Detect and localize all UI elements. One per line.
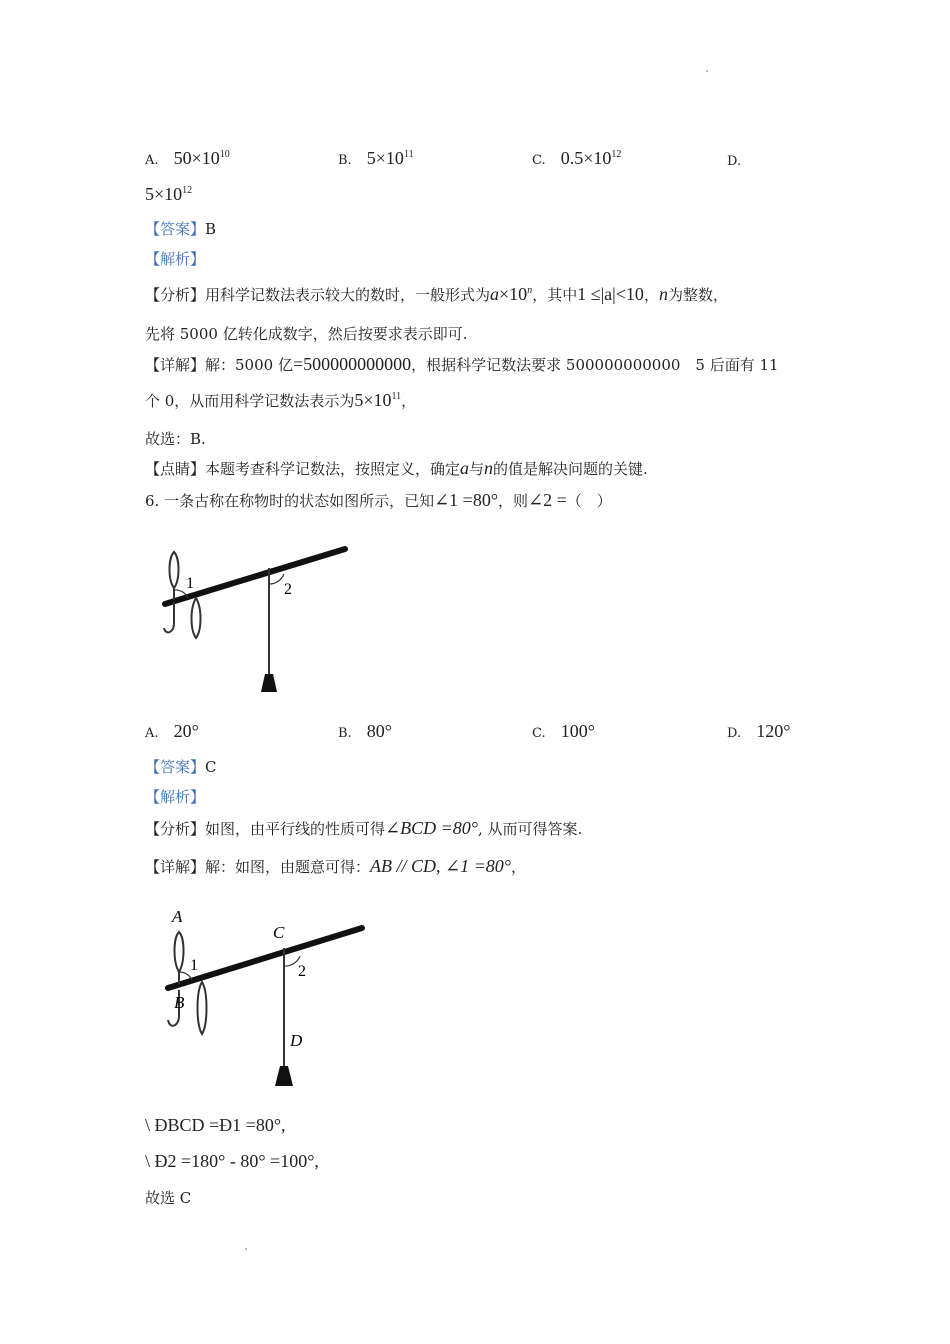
stem-angle: ∠1 =80°	[434, 490, 499, 510]
var-a: a	[490, 284, 500, 304]
range-expr: 1 ≤|a|<10	[577, 284, 644, 304]
option-value: 80°	[366, 721, 392, 741]
steelyard-figure-1	[150, 540, 360, 700]
q6-fenxi	[145, 818, 582, 839]
angle2-arc	[269, 574, 284, 584]
detail-text: 个 0，从而用科学记数法表示为	[145, 392, 355, 410]
times-ten: ×10	[499, 284, 528, 304]
point-b-label: B	[174, 993, 185, 1012]
mantissa: 50	[173, 148, 192, 168]
q5-option-d-value	[145, 184, 192, 205]
q5-option-c	[532, 148, 621, 169]
option-label: B.	[338, 153, 352, 168]
option-value: 100°	[560, 721, 595, 741]
page-mark-bottom	[245, 1248, 247, 1250]
weight-icon	[261, 674, 277, 692]
point-c-label: C	[273, 923, 285, 942]
review-text: 的值是解决问题的关键.	[493, 460, 648, 478]
fenxi-text: 为整数，	[667, 286, 728, 304]
option-label: C.	[532, 726, 546, 741]
q6-option-d	[727, 721, 790, 742]
q5-answer	[145, 218, 216, 239]
answer-tag: 【答案】	[145, 220, 206, 238]
detail-text: ，	[401, 392, 417, 410]
detail-result: 5×10	[354, 390, 392, 410]
exponent: 12	[611, 149, 622, 160]
detail-text: 解：如图，由题意可得：	[205, 858, 371, 876]
detail-tag: 【详解】	[145, 356, 206, 374]
detail-number: =500000000000	[292, 354, 412, 374]
option-label: D.	[727, 154, 742, 169]
times-ten: ×10	[375, 148, 404, 168]
detail-text: ，	[510, 858, 526, 876]
exponent: 11	[403, 149, 414, 160]
mantissa: 5	[366, 148, 376, 168]
q6-option-b	[338, 721, 392, 742]
answer-tag: 【答案】	[145, 758, 206, 776]
fenxi-text: , 从而可得答案.	[477, 820, 583, 838]
option-label: D.	[727, 726, 742, 741]
fenxi-tag: 【分析】	[145, 286, 206, 304]
q6-answer	[145, 756, 217, 777]
point-d-label: D	[290, 1031, 303, 1050]
q5-fenxi-line1	[145, 284, 728, 305]
fenxi-text: ，	[643, 286, 659, 304]
q5-choose: 故选：B.	[145, 430, 206, 448]
review-text: 与	[469, 460, 485, 478]
answer-value: C	[205, 758, 217, 776]
weight-icon	[275, 1066, 293, 1086]
q6-step-2: \ Ð2 =180° - 80° =100°,	[145, 1151, 319, 1171]
angle1-label: 1	[186, 575, 194, 592]
mantissa: 5	[145, 184, 154, 204]
var-n: n	[658, 284, 668, 304]
q5-detail-line1	[145, 354, 779, 375]
times-ten: ×10	[191, 148, 220, 168]
angle1-label: 1	[190, 957, 198, 974]
fenxi-tag: 【分析】	[145, 820, 206, 838]
detail-text: 解：5000 亿	[205, 356, 293, 374]
q5-option-d	[727, 150, 741, 169]
stem-text: （ ）	[566, 492, 612, 510]
option-value: 120°	[756, 721, 791, 741]
q5-option-a	[145, 148, 230, 169]
q5-detail-line2	[145, 390, 416, 411]
stem-text: ，则	[498, 492, 529, 510]
exponent: 12	[182, 185, 193, 196]
page-mark-top	[706, 70, 708, 72]
q5-option-b	[338, 148, 414, 169]
q5-analysis-tag: 【解析】	[145, 250, 206, 268]
top-loop-icon	[170, 552, 179, 588]
fenxi-text: ，其中	[532, 286, 578, 304]
mantissa: 0.5	[560, 148, 584, 168]
bottom-loop-icon	[198, 982, 207, 1034]
bottom-loop-icon	[192, 598, 201, 638]
stem-question: ∠2 =	[528, 490, 567, 510]
q6-analysis-tag: 【解析】	[145, 788, 206, 806]
q6-step-1: \ ÐBCD =Ð1 =80°,	[145, 1115, 286, 1135]
angle2-label: 2	[284, 581, 292, 598]
top-loop-icon	[175, 932, 184, 972]
exponent: 10	[219, 149, 230, 160]
detail-text: ，根据科学记数法要求 500000000000 5 后面有 11	[411, 356, 779, 374]
option-value: 20°	[173, 721, 199, 741]
fenxi-text: 用科学记数法表示较大的数时，一般形式为	[205, 286, 491, 304]
q6-choose: 故选 C	[145, 1189, 192, 1207]
q5-review	[145, 458, 648, 479]
var-a: a	[460, 458, 470, 478]
q6-stem	[145, 490, 612, 511]
var-n: n	[527, 285, 533, 296]
q6-option-a	[145, 721, 199, 742]
review-text: 本题考查科学记数法，按照定义，确定	[205, 460, 461, 478]
answer-value: B	[205, 220, 217, 238]
option-label: B.	[338, 726, 352, 741]
times-ten: ×10	[154, 184, 183, 204]
detail-tag: 【详解】	[145, 858, 206, 876]
var-n: n	[484, 458, 494, 478]
option-label: A.	[145, 153, 159, 168]
exponent: 11	[391, 391, 402, 402]
detail-math: AB // CD, ∠1 =80°	[370, 856, 511, 876]
point-a-label: A	[172, 907, 183, 926]
q6-option-c	[532, 721, 595, 742]
option-label: A.	[145, 726, 159, 741]
q5-fenxi-line2: 先将 5000 亿转化成数字，然后按要求表示即可.	[145, 325, 468, 343]
q6-detail	[145, 856, 526, 877]
stem-text: 6. 一条古称在称物时的状态如图所示，已知	[145, 492, 435, 510]
review-tag: 【点睛】	[145, 460, 206, 478]
fenxi-text: 如图，由平行线的性质可得	[205, 820, 386, 838]
times-ten: ×10	[583, 148, 612, 168]
steelyard-figure-2	[150, 900, 380, 1092]
angle2-label: 2	[298, 963, 306, 980]
fenxi-angle: ∠BCD =80°	[385, 818, 478, 838]
option-label: C.	[532, 153, 546, 168]
